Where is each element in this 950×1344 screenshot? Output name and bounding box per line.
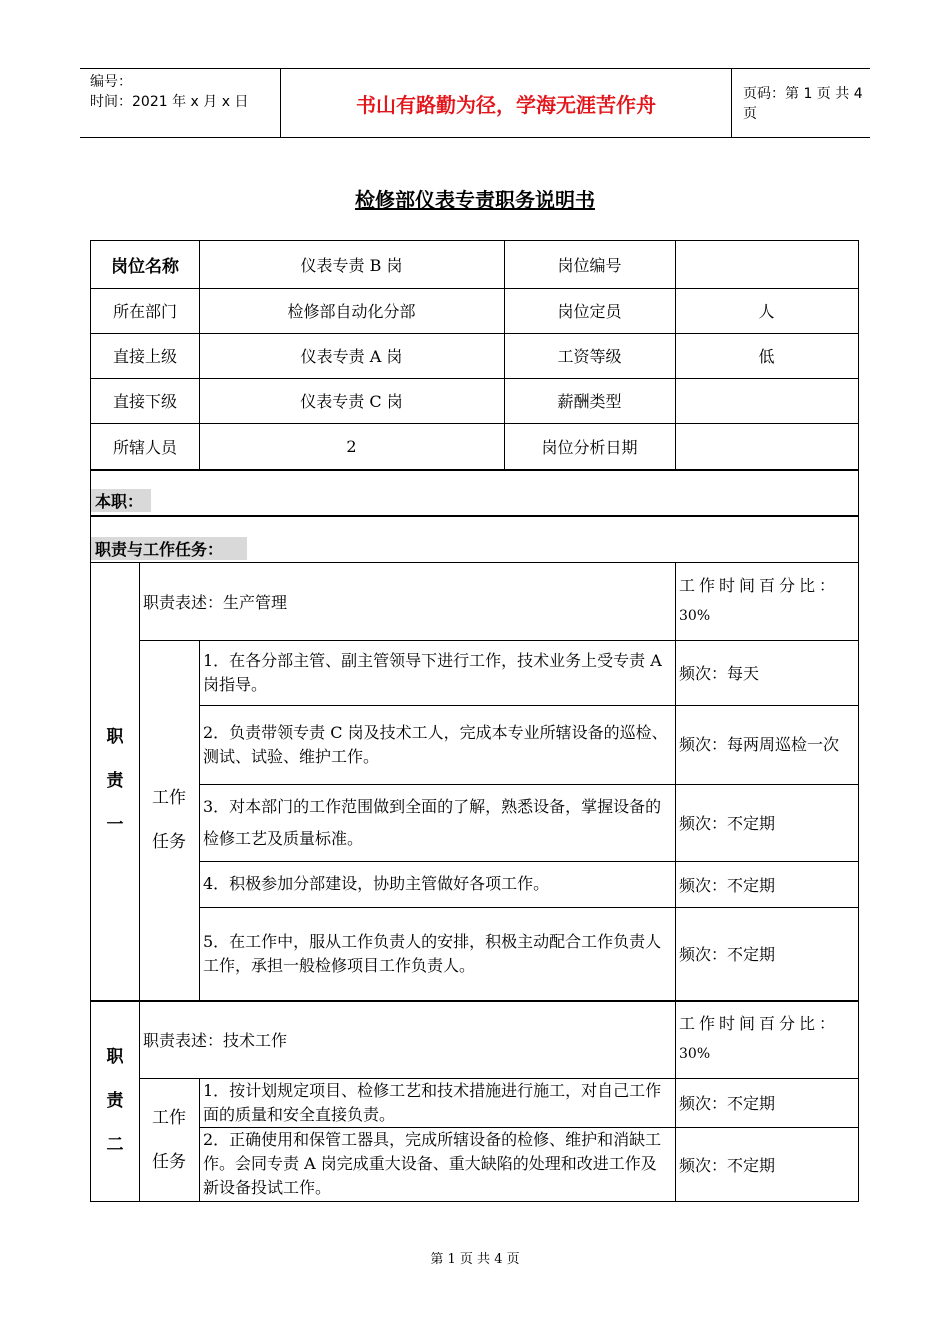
post-name-label: 岗位名称: [111, 257, 179, 277]
duty1-freq-4: 频次：不定期: [679, 875, 776, 895]
duty2-pct-cell: [675, 1000, 858, 1078]
duty2-task-label-1: 工作: [152, 1107, 186, 1128]
duty1-freq-3: 频次：不定期: [679, 814, 776, 833]
duty1-task-2: 2．负责带领专责 C 岗及技术工人，完成本专业所辖设备的巡检、测试、试验、维护工作。: [203, 722, 668, 766]
duty1-pct-label: 工作时间百分比：: [679, 576, 840, 595]
duty-section: [91, 489, 151, 511]
duty1-task-heading: [139, 640, 199, 1000]
post-name-value: 仪表专责 B 岗: [300, 256, 403, 275]
pay-type-value: [675, 378, 858, 423]
post-no-label: 岗位编号: [557, 256, 622, 275]
tasks-section: [91, 537, 247, 559]
duty1-task-3: 3．对本部门的工作范围做到全面的了解，熟悉设备，掌握设备的检修工艺及质量标准。: [203, 796, 662, 848]
duty1-char-2: 责: [106, 771, 124, 791]
tasks-label: 职责与工作任务：: [91, 537, 247, 560]
superior-label: 直接上级: [112, 347, 177, 366]
duty2-freq-1: 频次：不定期: [679, 1094, 776, 1113]
document-title: 检修部仪表专责职务说明书: [355, 188, 595, 212]
duty1-char-1: 职: [106, 727, 124, 747]
duty2-pct-value: 30%: [679, 1046, 711, 1062]
staff-value: 2: [346, 436, 357, 456]
analysis-date-value: [675, 423, 858, 469]
duty2-desc: 职责表述：技术工作: [143, 1030, 288, 1050]
duty2-freq-2: 频次：不定期: [679, 1155, 776, 1175]
duty1-task-5: 5．在工作中，服从工作负责人的安排，积极主动配合工作负责人工作，承担一般检修项目工作负责人。: [203, 931, 662, 975]
duty2-task-1: 1．按计划规定项目、检修工艺和技术措施进行施工，对自己工作面的质量和安全直接负责。: [203, 1080, 662, 1124]
duty2-task-label-2: 任务: [152, 1151, 186, 1172]
duty2-task-heading: [139, 1078, 199, 1201]
job-description-table: [90, 240, 859, 1202]
duty1-desc: 职责表述：生产管理: [143, 592, 288, 612]
subordinate-value: 仪表专责 C 岗: [300, 392, 403, 411]
duty1-char-3: 一: [106, 815, 124, 835]
quota-value: 人: [758, 302, 775, 321]
duty2-heading: [91, 1000, 139, 1201]
page-footer: 第 1 页 共 4 页: [430, 1252, 520, 1267]
time-label: 时间：2021 年 x 月 x 日: [90, 94, 249, 110]
grade-label: 工资等级: [557, 347, 622, 366]
duty1-task-4: 4．积极参加分部建设，协助主管做好各项工作。: [203, 874, 550, 893]
superior-value: 仪表专责 A 岗: [300, 347, 403, 366]
duty-label: 本职：: [91, 489, 151, 512]
duty1-freq-1: 频次：每天: [679, 664, 760, 683]
pay-type-label: 薪酬类型: [557, 392, 622, 411]
duty1-heading: [91, 562, 139, 1000]
duty2-char-2: 责: [106, 1090, 124, 1111]
dept-label: 所在部门: [112, 302, 177, 321]
duty1-pct-cell: [675, 562, 858, 640]
duty2-char-1: 职: [106, 1046, 124, 1067]
page-header: [80, 68, 870, 138]
duty1-pct-value: 30%: [679, 608, 711, 624]
page-label: 页码：第 1 页 共 4 页: [743, 86, 863, 122]
subordinate-label: 直接下级: [112, 392, 177, 411]
header-meta: [80, 69, 280, 137]
duty1-task-label-1: 工作: [152, 788, 186, 808]
duty1-freq-5: 频次：不定期: [679, 945, 776, 964]
motto: 书山有路勤为径，学海无涯苦作舟: [280, 69, 732, 137]
duty1-task-1: 1．在各分部主管、副主管领导下进行工作，技术业务上受专责 A 岗指导。: [203, 650, 662, 694]
duty1-task-label-2: 任务: [152, 832, 186, 852]
post-no-value: [675, 241, 858, 288]
analysis-date-label: 岗位分析日期: [541, 437, 638, 457]
quota-label: 岗位定员: [557, 302, 622, 321]
staff-label: 所辖人员: [112, 437, 177, 457]
duty2-task-2: 2．正确使用和保管工器具，完成所辖设备的检修、维护和消缺工作。会同专责 A 岗完成重大设备、重大缺陷的处理和改进工作及新设备投试工作。: [203, 1130, 662, 1197]
number-label: 编号：: [90, 74, 132, 90]
duty2-char-3: 二: [106, 1134, 124, 1155]
dept-value: 检修部自动化分部: [287, 302, 416, 321]
grade-value: 低: [758, 347, 775, 366]
duty1-freq-2: 频次：每两周巡检一次: [679, 734, 840, 754]
duty2-pct-label: 工作时间百分比：: [679, 1014, 840, 1033]
